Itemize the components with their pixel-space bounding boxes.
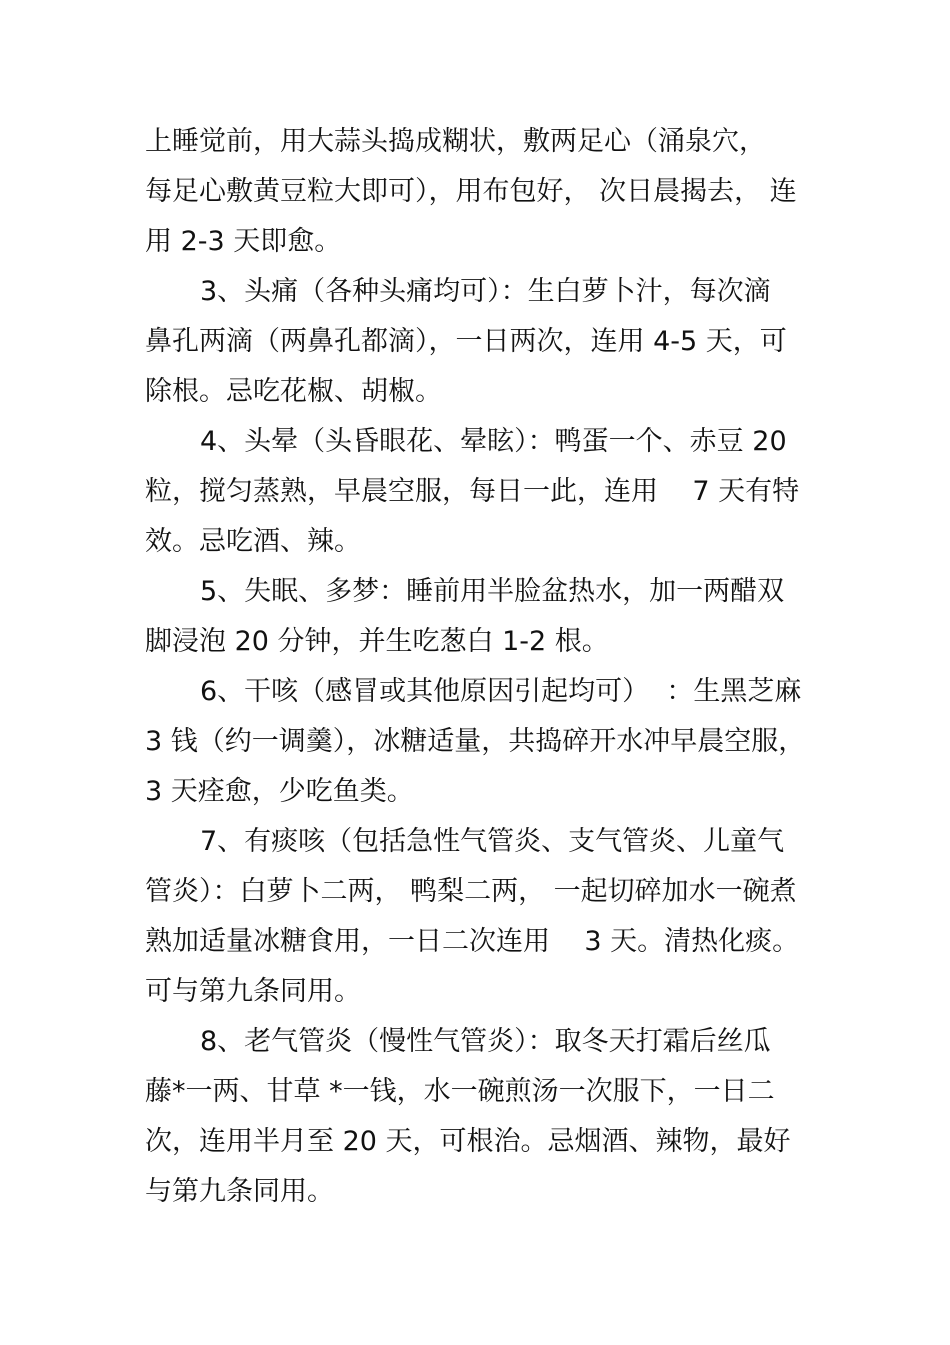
paragraph-first-line: 7、有痰咳（包括急性气管炎、支气管炎、儿童气 [200,826,785,857]
text-line: 管炎）：白萝卜二两， 鸭梨二两， 一起切碎加水一碗煮 [145,876,797,907]
text-line: 脚浸泡 20 分钟，并生吃葱白 1-2 根。 [145,626,609,657]
paragraph-first-line: 8、老气管炎（慢性气管炎）：取冬天打霜后丝瓜 [200,1026,771,1057]
text-line: 鼻孔两滴（两鼻孔都滴），一日两次，连用 4-5 天，可 [145,326,787,357]
text-line: 可与第九条同用。 [145,976,361,1007]
text-line: 熟加适量冰糖食用，一日二次连用 3 天。清热化痰。 [145,926,800,957]
text-line: 3 钱（约一调羹），冰糖适量，共捣碎开水冲早晨空服， [145,726,806,757]
paragraph-first-line: 5、失眠、多梦：睡前用半脸盆热水，加一两醋双 [200,576,785,607]
text-line: 次，连用半月至 20 天，可根治。忌烟酒、辣物，最好 [145,1126,791,1157]
paragraph-first-line: 6、干咳（感冒或其他原因引起均可） ：生黑芝麻 [200,676,802,707]
text-line: 效。忌吃酒、辣。 [145,526,361,557]
paragraph-first-line: 4、头晕（头昏眼花、晕眩）：鸭蛋一个、赤豆 20 [200,426,787,457]
text-line: 每足心敷黄豆粒大即可），用布包好， 次日晨揭去， 连 [145,176,797,207]
text-line: 藤*一两、甘草 *一钱，水一碗煎汤一次服下，一日二 [145,1076,775,1107]
paragraph-first-line: 3、头痛（各种头痛均可）：生白萝卜汁，每次滴 [200,276,771,307]
text-line: 粒，搅匀蒸熟，早晨空服，每日一此，连用 7 天有特 [145,476,800,507]
text-line: 与第九条同用。 [145,1176,334,1207]
text-line: 3 天痊愈，少吃鱼类。 [145,776,414,807]
text-line: 用 2-3 天即愈。 [145,226,342,257]
text-line: 除根。忌吃花椒、胡椒。 [145,376,442,407]
text-line: 上睡觉前，用大蒜头捣成糊状，敷两足心（涌泉穴， [145,126,766,157]
